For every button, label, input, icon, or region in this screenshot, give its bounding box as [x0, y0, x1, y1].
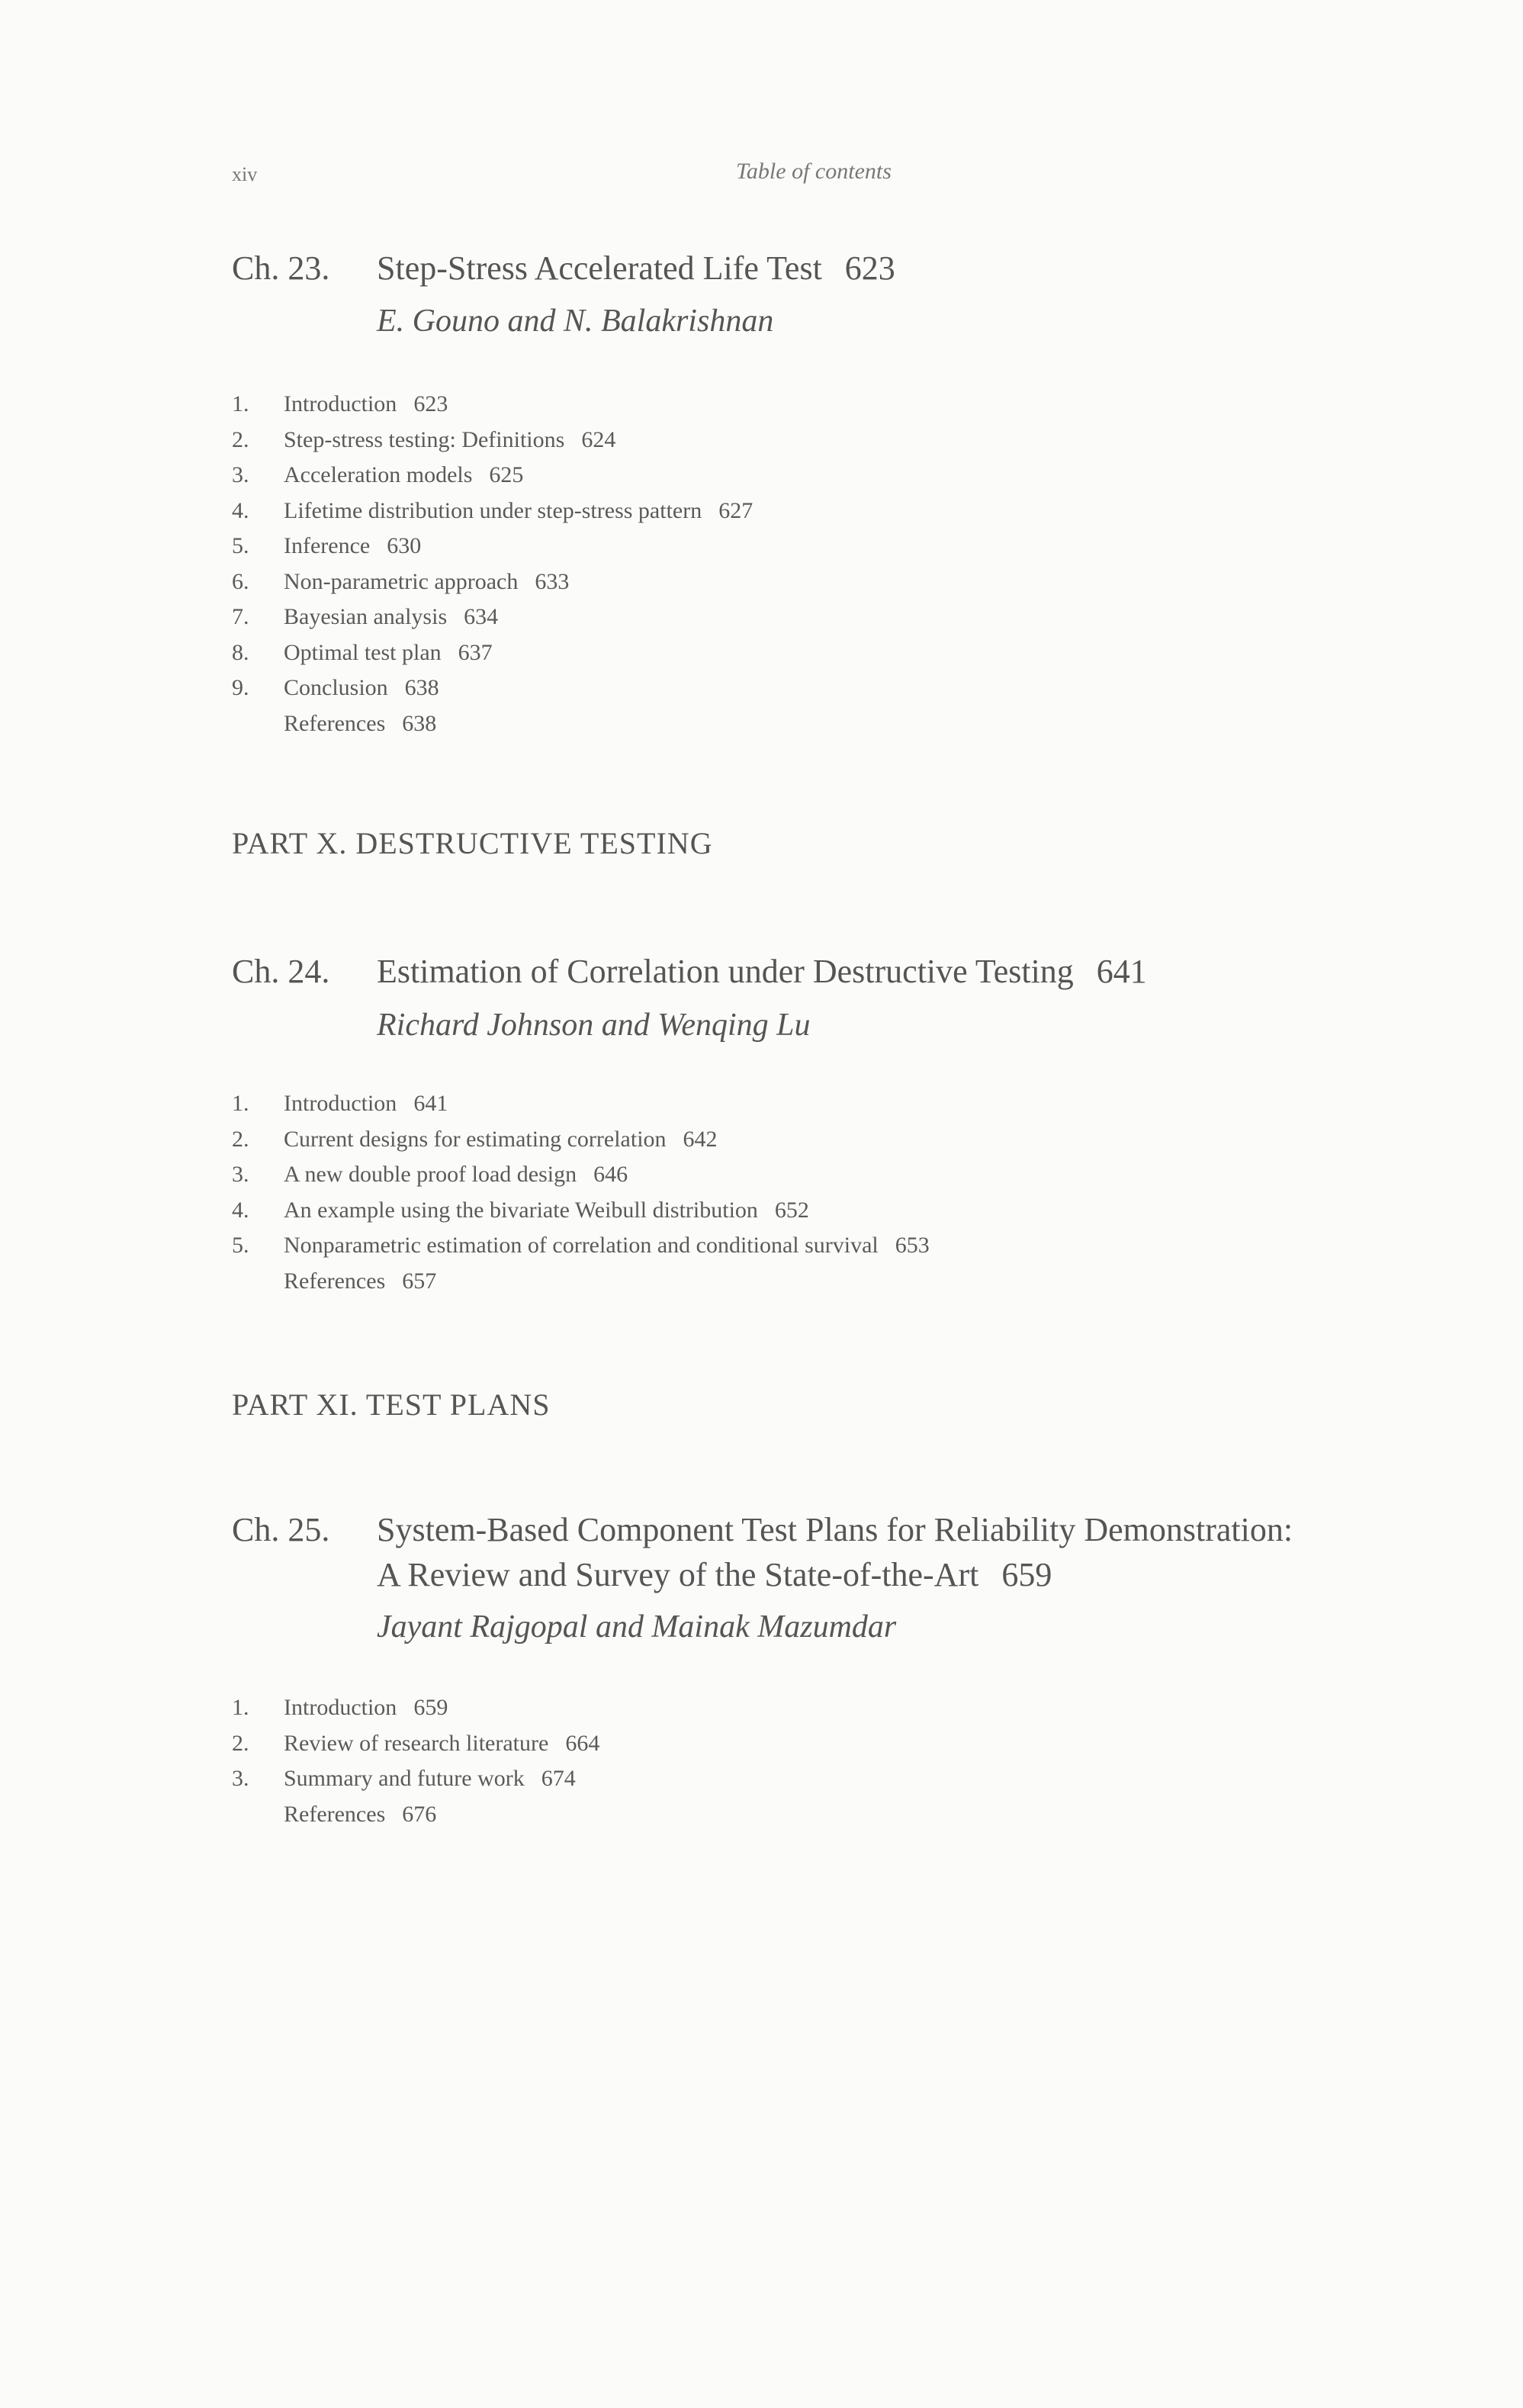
section-title — [284, 677, 439, 699]
section-page: 624 — [581, 426, 616, 452]
section-title — [284, 712, 436, 735]
section-title-text: Non-parametric approach — [284, 568, 519, 594]
section-title — [284, 1128, 718, 1151]
section-entry[interactable] — [232, 1767, 1300, 1793]
section-number: 9. — [232, 675, 249, 700]
section-entry[interactable] — [232, 1163, 1300, 1189]
section-title-text: Current designs for estimating correlation — [284, 1126, 667, 1152]
section-number: 1. — [232, 1091, 249, 1116]
section-title — [284, 464, 523, 487]
section-number: 3. — [232, 1766, 249, 1791]
section-title-text: Lifetime distribution under step-stress pattern — [284, 497, 702, 523]
section-number: 5. — [232, 533, 249, 558]
chapter-title[interactable] — [377, 955, 1147, 989]
section-title-text: Introduction — [284, 391, 397, 416]
section-number: 2. — [232, 1730, 249, 1756]
section-page: 674 — [541, 1766, 576, 1791]
section-entry[interactable] — [232, 535, 1300, 561]
section-title-text: Inference — [284, 533, 371, 558]
section-number: 4. — [232, 1197, 249, 1223]
section-page: 623 — [413, 391, 448, 416]
section-page: 638 — [402, 710, 437, 736]
section-title-text: Introduction — [284, 1091, 397, 1116]
part-heading: PART X. DESTRUCTIVE TESTING — [232, 826, 713, 860]
section-entry[interactable] — [232, 393, 1300, 419]
section-page: 627 — [718, 497, 753, 523]
section-title-text: Introduction — [284, 1695, 397, 1720]
section-entry[interactable] — [232, 1696, 1300, 1722]
section-title — [284, 1767, 576, 1790]
section-number: 7. — [232, 604, 249, 629]
section-number: 2. — [232, 426, 249, 452]
section-entry[interactable] — [232, 426, 1300, 455]
section-title-text: An example using the bivariate Weibull distribution — [284, 1197, 758, 1223]
section-entry[interactable] — [232, 464, 1300, 490]
section-title — [284, 535, 421, 558]
section-title — [284, 1163, 628, 1186]
section-entry[interactable] — [232, 641, 1300, 667]
section-title — [284, 606, 498, 629]
chapter-authors: E. Gouno and N. Balakrishnan — [377, 304, 774, 339]
section-title-text: Acceleration models — [284, 462, 473, 487]
chapter-number: Ch. 23. — [232, 249, 330, 287]
section-title — [284, 641, 493, 664]
section-page: 652 — [774, 1197, 809, 1223]
section-entry[interactable] — [232, 606, 1300, 632]
section-number: 5. — [232, 1233, 249, 1258]
section-title-text: Summary and future work — [284, 1766, 525, 1791]
section-entry[interactable] — [232, 1803, 1300, 1829]
section-entry[interactable] — [232, 497, 1300, 526]
section-title — [284, 1234, 930, 1257]
section-title — [284, 497, 753, 523]
section-page: 664 — [565, 1730, 600, 1756]
page-number: xiv — [232, 163, 258, 185]
section-entry[interactable] — [232, 1128, 1300, 1154]
chapter-page: 623 — [844, 249, 895, 287]
section-page: 625 — [489, 462, 524, 487]
section-page: 646 — [593, 1162, 628, 1187]
chapter-title[interactable] — [377, 1513, 1293, 1547]
section-title — [284, 1696, 448, 1719]
section-title — [284, 393, 448, 416]
chapter-authors: Richard Johnson and Wenqing Lu — [377, 1008, 811, 1043]
section-entry[interactable] — [232, 677, 1300, 702]
chapter-number: Ch. 25. — [232, 1511, 330, 1548]
section-number: 1. — [232, 391, 249, 416]
section-page: 633 — [535, 568, 570, 594]
section-title-text: References — [284, 1801, 386, 1827]
section-title-text: A new double proof load design — [284, 1162, 577, 1187]
chapter-page: 641 — [1096, 953, 1147, 990]
section-title-text: Optimal test plan — [284, 639, 442, 665]
section-page: 634 — [464, 604, 499, 629]
chapter-title-text: Step-Stress Accelerated Life Test — [377, 249, 822, 287]
section-title — [284, 1092, 448, 1115]
section-number: 2. — [232, 1126, 249, 1152]
chapter-page: 659 — [1001, 1556, 1052, 1593]
section-number: 3. — [232, 1162, 249, 1187]
chapter-number: Ch. 24. — [232, 953, 330, 990]
section-title — [284, 1732, 599, 1755]
section-title — [284, 1803, 436, 1826]
section-page: 653 — [895, 1233, 930, 1258]
section-number: 4. — [232, 497, 249, 523]
section-title-text: Nonparametric estimation of correlation and conditional survival — [284, 1233, 879, 1258]
section-entry[interactable] — [232, 568, 1300, 596]
part-heading: PART XI. TEST PLANS — [232, 1387, 551, 1422]
section-entry[interactable] — [232, 1234, 1300, 1260]
section-entry[interactable] — [232, 712, 1300, 738]
section-page: 638 — [404, 675, 439, 700]
chapter-title-text: A Review and Survey of the State-of-the-Art — [377, 1556, 979, 1593]
section-number: 8. — [232, 639, 249, 665]
chapter-title-text: System-Based Component Test Plans for Reliability Demonstration: — [377, 1511, 1293, 1548]
chapter-title[interactable] — [377, 1558, 1052, 1592]
section-number: 1. — [232, 1695, 249, 1720]
chapter-title-text: Estimation of Correlation under Destructive Testing — [377, 953, 1074, 990]
section-number: 3. — [232, 462, 249, 487]
section-page: 630 — [387, 533, 422, 558]
section-entry[interactable] — [232, 1092, 1300, 1118]
running-title: Table of contents — [736, 159, 892, 184]
section-title-text: Conclusion — [284, 675, 388, 700]
section-title — [284, 1199, 809, 1222]
chapter-title[interactable] — [377, 249, 895, 287]
section-title-text: References — [284, 710, 386, 736]
section-page: 642 — [683, 1126, 718, 1152]
section-title — [284, 568, 570, 594]
section-title-text: Bayesian analysis — [284, 604, 448, 629]
section-title-text: Step-stress testing: Definitions — [284, 426, 565, 452]
section-page: 637 — [458, 639, 493, 665]
section-entry[interactable] — [232, 1270, 1300, 1296]
section-title-text: References — [284, 1268, 386, 1294]
section-page: 676 — [402, 1801, 437, 1827]
section-number: 6. — [232, 568, 249, 594]
section-entry[interactable] — [232, 1732, 1300, 1758]
section-page: 641 — [413, 1091, 448, 1116]
section-page: 657 — [402, 1268, 437, 1294]
section-title — [284, 1270, 436, 1293]
section-title — [284, 426, 616, 452]
section-page: 659 — [413, 1695, 448, 1720]
chapter-authors: Jayant Rajgopal and Mainak Mazumdar — [377, 1609, 897, 1644]
section-title-text: Review of research literature — [284, 1730, 549, 1756]
section-entry[interactable] — [232, 1199, 1300, 1225]
